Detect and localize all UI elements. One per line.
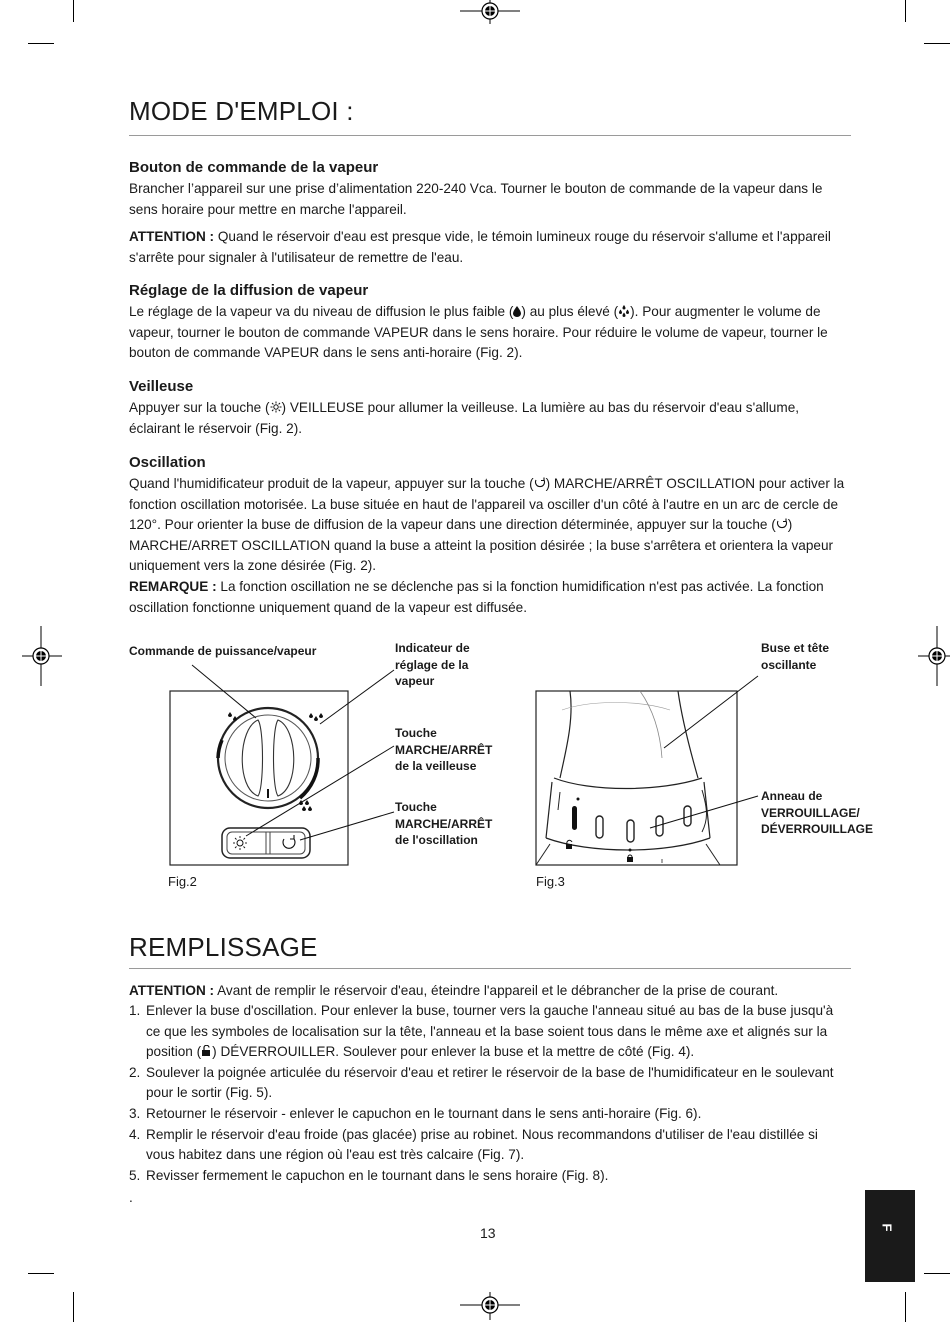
attention-label: ATTENTION : [129,229,215,244]
crop-mark [905,1292,906,1322]
crop-mark [73,1292,74,1322]
diffusion-text-a: Le réglage de la vapeur va du niveau de diffusion le plus faible ( [129,304,514,319]
page-number: 13 [480,1225,496,1241]
oscillation-icon [534,477,546,489]
heading-steam-control: Bouton de commande de la vapeur [129,159,379,176]
registration-mark-icon [22,626,62,686]
list-item: 4. Remplir le réservoir d'eau froide (pas glacée) prise au robinet. Nous recommandons d'utiliser de l'eau distillée si vous habitez dans une région où l'eau est très calcaire (Fig. 7). [129,1126,818,1163]
diffusion-text-c: ). Pour augmenter le volume de vapeur, tourner le bouton de commande VAPEUR dans le sens horaire. Pour réduire le volume de vapeur, tourner le bouton de commande VAPEUR dans le sens anti-horaire (Fig. 2). [129,304,828,361]
filling-attention-text: Avant de remplir le réservoir d'eau, éteindre l'appareil et le débrancher de la prise de courant. [214,983,779,998]
fig2-label-indicator: Indicateur de réglage de la vapeur [395,641,470,688]
crop-mark [73,0,74,22]
language-tab [865,1190,915,1282]
crop-mark [28,1273,54,1274]
list-item: 2. Soulever la poignée articulée du réservoir d'eau et retirer le réservoir de la base de l'humidificateur en le soulevant pour le sortir (Fig. 5). [129,1064,834,1101]
filling-steps-list [129,1001,845,1186]
fig2-control-panel-illustration [160,660,400,870]
list-item: 3. Retourner le réservoir - enlever le capuchon en le tournant dans le sens anti-horaire (Fig. 6). [129,1105,702,1121]
unlock-icon [201,1045,212,1057]
list-item: 1. Enlever la buse d'oscillation. Pour enlever la buse, tourner vers la gauche l'anneau situé au bas de la buse jusqu'à ce que les symboles de localisation sur la tête, l'anneau et la base soient tous dans le même axe et alignés sur la position ( ) DÉVERROUILLER. Soulever pour enlever la buse et la mettre de côté (Fig. 4). [129,1003,834,1060]
oscillation-text-c: ) MARCHE/ARRET OSCILLATION quand la buse a atteint la position désirée ; la buse s'arrêtera et orientera la vapeur uniquement vers la zone désirée (Fig. 2). [129,517,834,574]
registration-mark-icon [918,626,950,686]
filling-attention [129,981,845,1002]
oscillation-text-a: Quand l'humidificateur produit de la vapeur, appuyer sur la touche ( [129,476,534,491]
nightlight-text-a: Appuyer sur la touche ( [129,400,270,415]
registration-mark-icon [460,0,520,24]
remark-text: La fonction oscillation ne se déclenche pas si la fonction humidification n'est pas activée. La fonction oscillation fonctionne uniquement quand de la vapeur est diffusée. [129,578,824,615]
diffusion-text [129,302,845,364]
list-item: 5. Revisser fermement le capuchon en le tournant dans le sens horaire (Fig. 8). [129,1167,609,1183]
steam-attention [129,227,845,268]
crop-mark [924,43,950,44]
sun-icon [270,401,282,413]
fig3-caption: Fig.3 [536,874,565,889]
oscillation-text-b: ) MARCHE/ARRÊT OSCILLATION pour activer la fonction oscillation motorisée. La buse située en haut de l'appareil va osciller d'un côté à l'autre en un arc de cercle de 120°. Pour orienter la buse de diffusion de la vapeur dans une direction déterminée, appuyer sur la touche ( [129,476,845,533]
section-title-remplissage: REMPLISSAGE [129,932,318,962]
fig3-nozzle-illustration [530,660,770,870]
heading-diffusion: Réglage de la diffusion de vapeur [129,282,369,299]
fig3-label-nozzle: Buse et tête oscillante [761,641,830,672]
filling-attention-label: ATTENTION : [129,983,215,998]
oscillation-icon [776,518,788,530]
attention-text: Quand le réservoir d'eau est presque vide, le témoin lumineux rouge du réservoir s'allume et l'appareil s'arrête pour signaler à l'utilisateur de remettre de l'eau. [129,229,831,265]
nightlight-text-b: ) VEILLEUSE pour allumer la veilleuse. La lumière au bas du réservoir d'eau s'allume, éclairant le réservoir (Fig. 2). [129,400,800,436]
oscillation-text [129,474,845,618]
section-title-mode-emploi: MODE D'EMPLOI : [129,96,354,126]
section-rule [129,968,851,969]
crop-mark [905,0,906,22]
crop-mark [924,1273,950,1274]
fig2-label-oscillation: Touche MARCHE/ARRÊT de l'oscillation [395,800,493,847]
language-tab-label: F [879,1223,895,1232]
fig2-label-nightlight: Touche MARCHE/ARRÊT de la veilleuse [395,726,493,773]
fig2-label-power: Commande de puissance/vapeur [129,644,317,658]
registration-mark-icon [460,1292,520,1320]
title-rule [129,135,851,136]
trailing-dot: . [129,1190,133,1205]
fig2-caption: Fig.2 [168,874,197,889]
crop-mark [28,43,54,44]
heading-oscillation: Oscillation [129,454,206,471]
diffusion-text-b: ) au plus élevé ( [521,304,619,319]
remark-label: REMARQUE : [129,578,217,594]
nightlight-text [129,398,845,439]
heading-nightlight: Veilleuse [129,378,194,395]
drop-high-icon [618,305,630,317]
steam-control-text: Brancher l’appareil sur une prise d’alimentation 220-240 Vca. Tourner le bouton de commande de la vapeur dans le sens horaire pour mettre en marche l'appareil. [129,181,823,217]
fig3-label-ring: Anneau de VERROUILLAGE/ DÉVERROUILLAGE [761,789,874,836]
